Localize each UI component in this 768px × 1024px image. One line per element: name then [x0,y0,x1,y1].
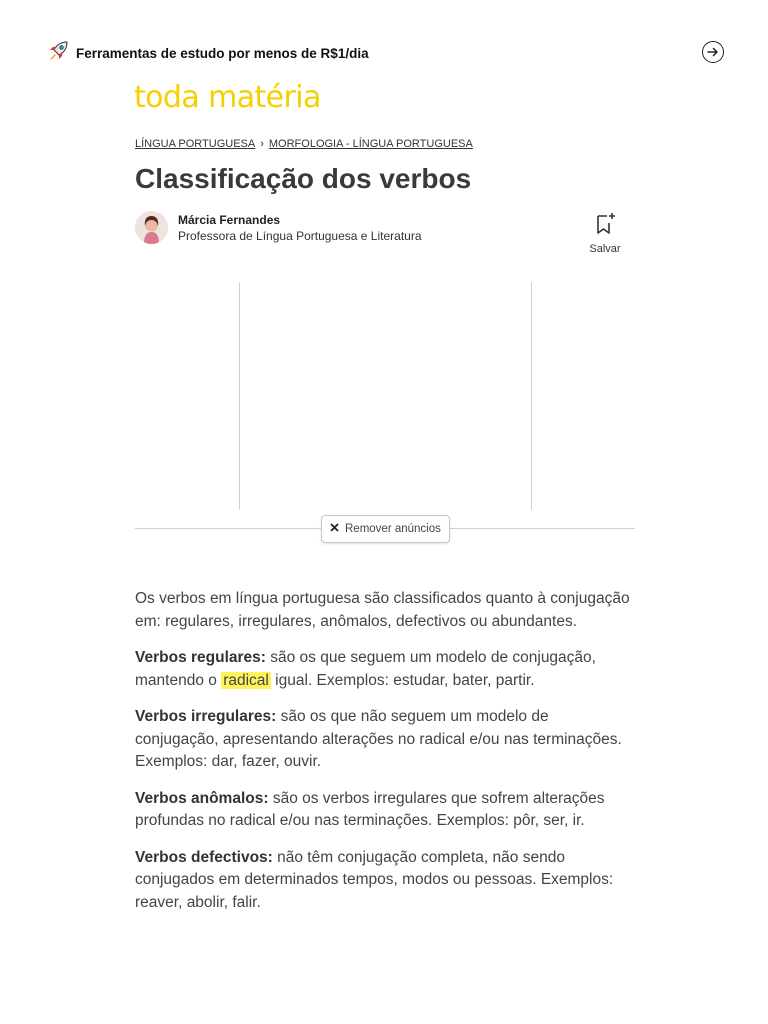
paragraph-regulares [135,647,635,692]
ad-placeholder [239,282,532,510]
term-defectivos: Verbos defectivos: [135,848,273,866]
arrow-right-circle-icon[interactable] [702,41,724,63]
text-irregulares: são os que não seguem um modelo de conjugação, apresentando alterações no radical e/ou nas terminações. Exemplos: dar, fazer, ouvir. [135,708,622,770]
text-regulares-1: são os que seguem um modelo de conjugação, mantendo o [135,649,596,689]
bookmark-add-icon [594,223,616,240]
term-irregulares: Verbos irregulares: [135,708,277,725]
breadcrumb [135,138,473,150]
paragraph-defectivos [135,847,635,915]
text-defectivos: não têm conjugação completa, não sendo conjugados em determinados tempos, modos ou pessoas. Exemplos: reaver, abolir, falir. [135,848,614,911]
author-info [135,211,422,244]
breadcrumb-link-lingua-portuguesa[interactable]: LÍNGUA PORTUGUESA [135,138,256,150]
site-logo[interactable]: toda matéria [134,80,321,115]
term-anomalos: Verbos anômalos: [135,789,269,807]
text-anomalos: são os verbos irregulares que sofrem alterações profundas no radical e/ou nas terminações. Exemplos: pôr, ser, ir. [135,789,605,829]
intro-paragraph: Os verbos em língua portuguesa são classificados quanto à conjugação em: regulares, irregulares, anômalos, defectivos ou abundantes. [135,590,630,630]
rocket-icon [46,39,70,68]
highlight-radical[interactable]: radical [223,671,269,689]
save-label: Salvar [589,243,621,255]
breadcrumb-link-morfologia[interactable]: MORFOLOGIA - LÍNGUA PORTUGUESA [268,138,473,150]
text-regulares-2: igual. Exemplos: estudar, bater, partir. [270,671,535,689]
term-regulares: Verbos regulares: [135,649,266,666]
page-title: Classificação dos verbos [135,163,472,194]
breadcrumb-separator: › [260,138,264,150]
article-body [135,588,635,928]
author-name[interactable]: Márcia Fernandes [178,212,281,227]
paragraph-anomalos [135,788,635,833]
remove-ads-button[interactable] [321,515,450,543]
remove-ads-label: Remover anúncios [345,523,441,535]
avatar[interactable] [135,211,168,244]
paragraph-irregulares [135,706,635,774]
author-role: Professora de Língua Portuguesa e Literatura [178,228,422,243]
close-icon [330,523,339,535]
promo-text: Ferramentas de estudo por menos de R$1/dia [76,45,369,61]
save-button[interactable] [585,212,625,255]
promo-banner[interactable] [46,40,369,66]
